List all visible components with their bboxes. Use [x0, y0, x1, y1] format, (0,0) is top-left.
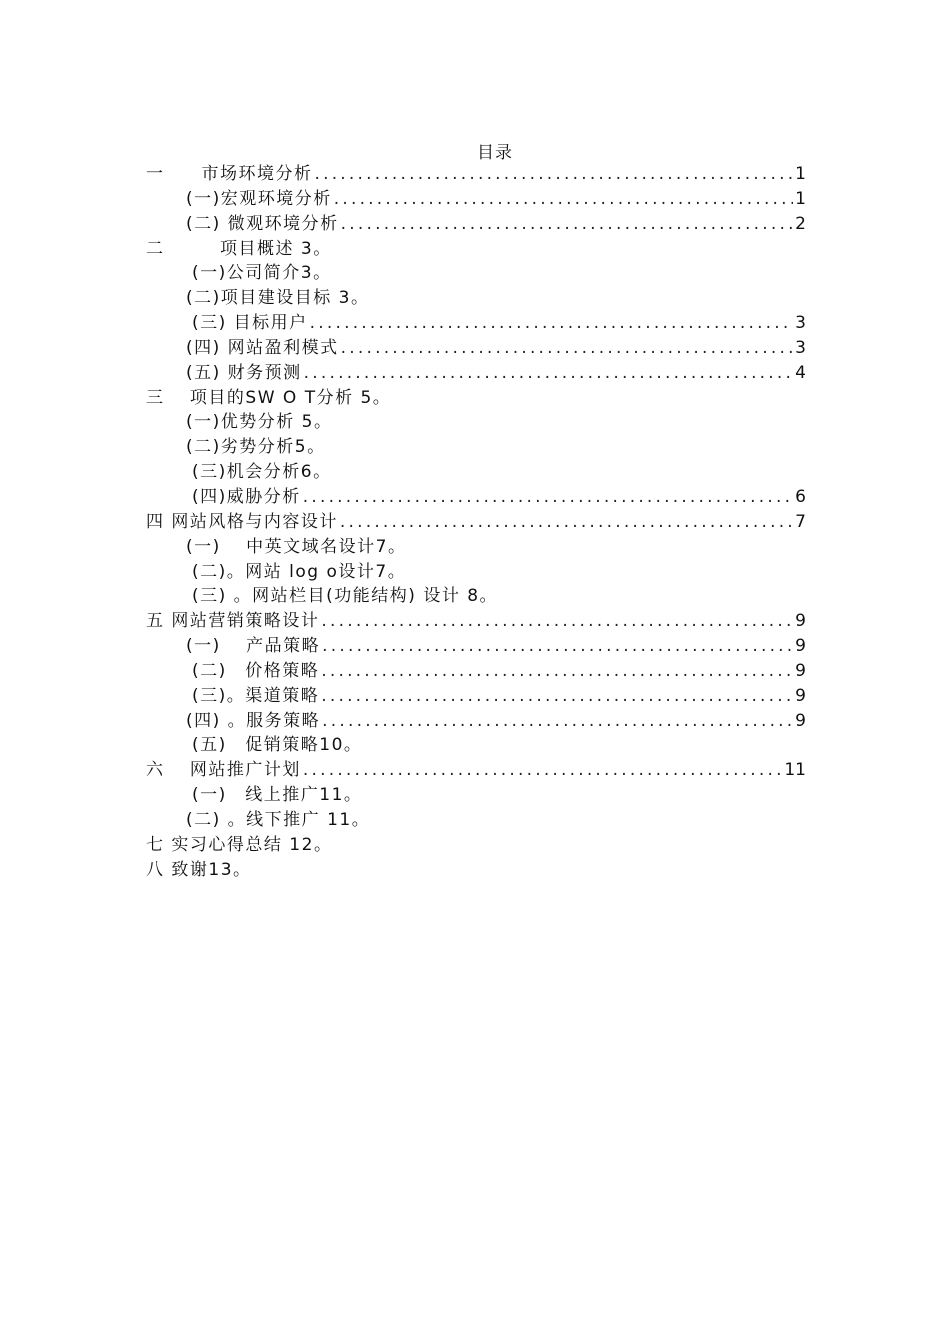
toc-entry — [146, 311, 806, 336]
toc-entry — [146, 783, 806, 808]
toc-entry-text: (一)优势分析 5。 — [186, 412, 333, 433]
toc-entry-text: (五) 促销策略10。 — [192, 735, 363, 756]
toc-leader-dots — [341, 336, 794, 361]
toc-entry-text: (三) 。网站栏目(功能结构) 设计 8。 — [192, 586, 499, 607]
toc-entry-text: 八 致谢13。 — [146, 859, 252, 880]
toc-entry — [146, 212, 806, 237]
toc-leader-dots — [322, 709, 793, 734]
toc-entry-text: (三) 目标用户 — [192, 313, 308, 334]
toc-entry-text: (二)项目建设目标 3。 — [186, 288, 370, 309]
toc-entry — [146, 733, 806, 758]
toc-page-number: 9 — [795, 611, 806, 632]
toc-page-number: 2 — [795, 213, 806, 234]
toc-title: 目录 — [477, 143, 513, 163]
toc-entry-text: (二) 。线下推广 11。 — [186, 809, 371, 830]
toc-entry — [146, 584, 806, 609]
toc-entry-text: (二) 微观环境分析 — [186, 213, 339, 234]
toc-entry — [146, 336, 806, 361]
toc-leader-dots — [321, 609, 793, 634]
toc-entry-text: (一)公司简介3。 — [192, 263, 332, 284]
toc-page-number: 9 — [795, 660, 806, 681]
toc-entry-text: (五) 财务预测 — [186, 362, 302, 383]
toc-entry — [146, 684, 806, 709]
toc-page-number: 3 — [795, 337, 806, 358]
toc-entry-text: (三)机会分析6。 — [192, 462, 332, 483]
toc-leader-dots — [304, 361, 794, 386]
toc-entry-text: (四) 网站盈利模式 — [186, 337, 339, 358]
toc-entry-text: (一)宏观环境分析 — [186, 188, 332, 209]
toc-entry — [146, 609, 806, 634]
toc-page-number: 1 — [795, 188, 806, 209]
toc-entry-text: 七 实习心得总结 12。 — [146, 834, 333, 855]
toc-leader-dots — [315, 162, 794, 187]
toc-entry-text: (三)。渠道策略 — [192, 685, 320, 706]
table-of-contents — [146, 162, 806, 882]
toc-entry-text: (二) 价格策略 — [192, 660, 320, 681]
toc-entry-text: 六 网站推广计划 — [146, 760, 301, 781]
toc-entry — [146, 460, 806, 485]
toc-entry — [146, 858, 806, 883]
toc-entry — [146, 510, 806, 535]
toc-leader-dots — [321, 659, 793, 684]
toc-entry-text: 二 项目概述 3。 — [146, 238, 332, 259]
toc-leader-dots — [341, 212, 794, 237]
toc-entry — [146, 808, 806, 833]
toc-entry — [146, 261, 806, 286]
toc-entry-text: 五 网站营销策略设计 — [146, 611, 320, 632]
toc-entry — [146, 187, 806, 212]
toc-entry-text: (四) 。服务策略 — [186, 710, 321, 731]
toc-entry — [146, 709, 806, 734]
toc-leader-dots — [321, 684, 793, 709]
toc-leader-dots — [303, 485, 793, 510]
toc-entry — [146, 386, 806, 411]
toc-page-number: 4 — [795, 362, 806, 383]
toc-page-number: 9 — [795, 636, 806, 657]
toc-entry-text: (一) 线上推广11。 — [192, 785, 363, 806]
toc-entry — [146, 634, 806, 659]
toc-entry-text: (二)劣势分析5。 — [186, 437, 326, 458]
toc-page-number: 9 — [795, 710, 806, 731]
toc-entry — [146, 162, 806, 187]
toc-entry — [146, 833, 806, 858]
toc-page-number: 11 — [784, 760, 806, 781]
toc-entry — [146, 758, 806, 783]
toc-entry-text: (一) 中英文域名设计7。 — [186, 536, 407, 557]
toc-entry — [146, 435, 806, 460]
toc-entry-text: (二)。网站 log o设计7。 — [192, 561, 407, 582]
toc-page-number: 9 — [795, 685, 806, 706]
toc-leader-dots — [310, 311, 794, 336]
toc-entry — [146, 361, 806, 386]
toc-entry-text: (一) 产品策略 — [186, 636, 321, 657]
toc-page-number: 3 — [795, 313, 806, 334]
toc-page-number: 1 — [795, 164, 806, 184]
toc-leader-dots — [303, 758, 782, 783]
toc-entry — [146, 410, 806, 435]
toc-entry — [146, 237, 806, 262]
toc-leader-dots — [322, 634, 793, 659]
toc-page-number: 7 — [795, 511, 806, 532]
toc-entry — [146, 535, 806, 560]
toc-leader-dots — [334, 187, 793, 212]
toc-page-number: 6 — [795, 486, 806, 507]
toc-entry — [146, 485, 806, 510]
toc-entry — [146, 286, 806, 311]
toc-entry-text: (四)威胁分析 — [192, 486, 301, 507]
toc-entry — [146, 560, 806, 585]
toc-entry-text: 四 网站风格与内容设计 — [146, 511, 338, 532]
toc-entry-text: 一 市场环境分析 — [146, 164, 313, 184]
toc-entry — [146, 659, 806, 684]
toc-entry-text: 三 项目的SW O T分析 5。 — [146, 387, 392, 408]
toc-leader-dots — [340, 510, 793, 535]
